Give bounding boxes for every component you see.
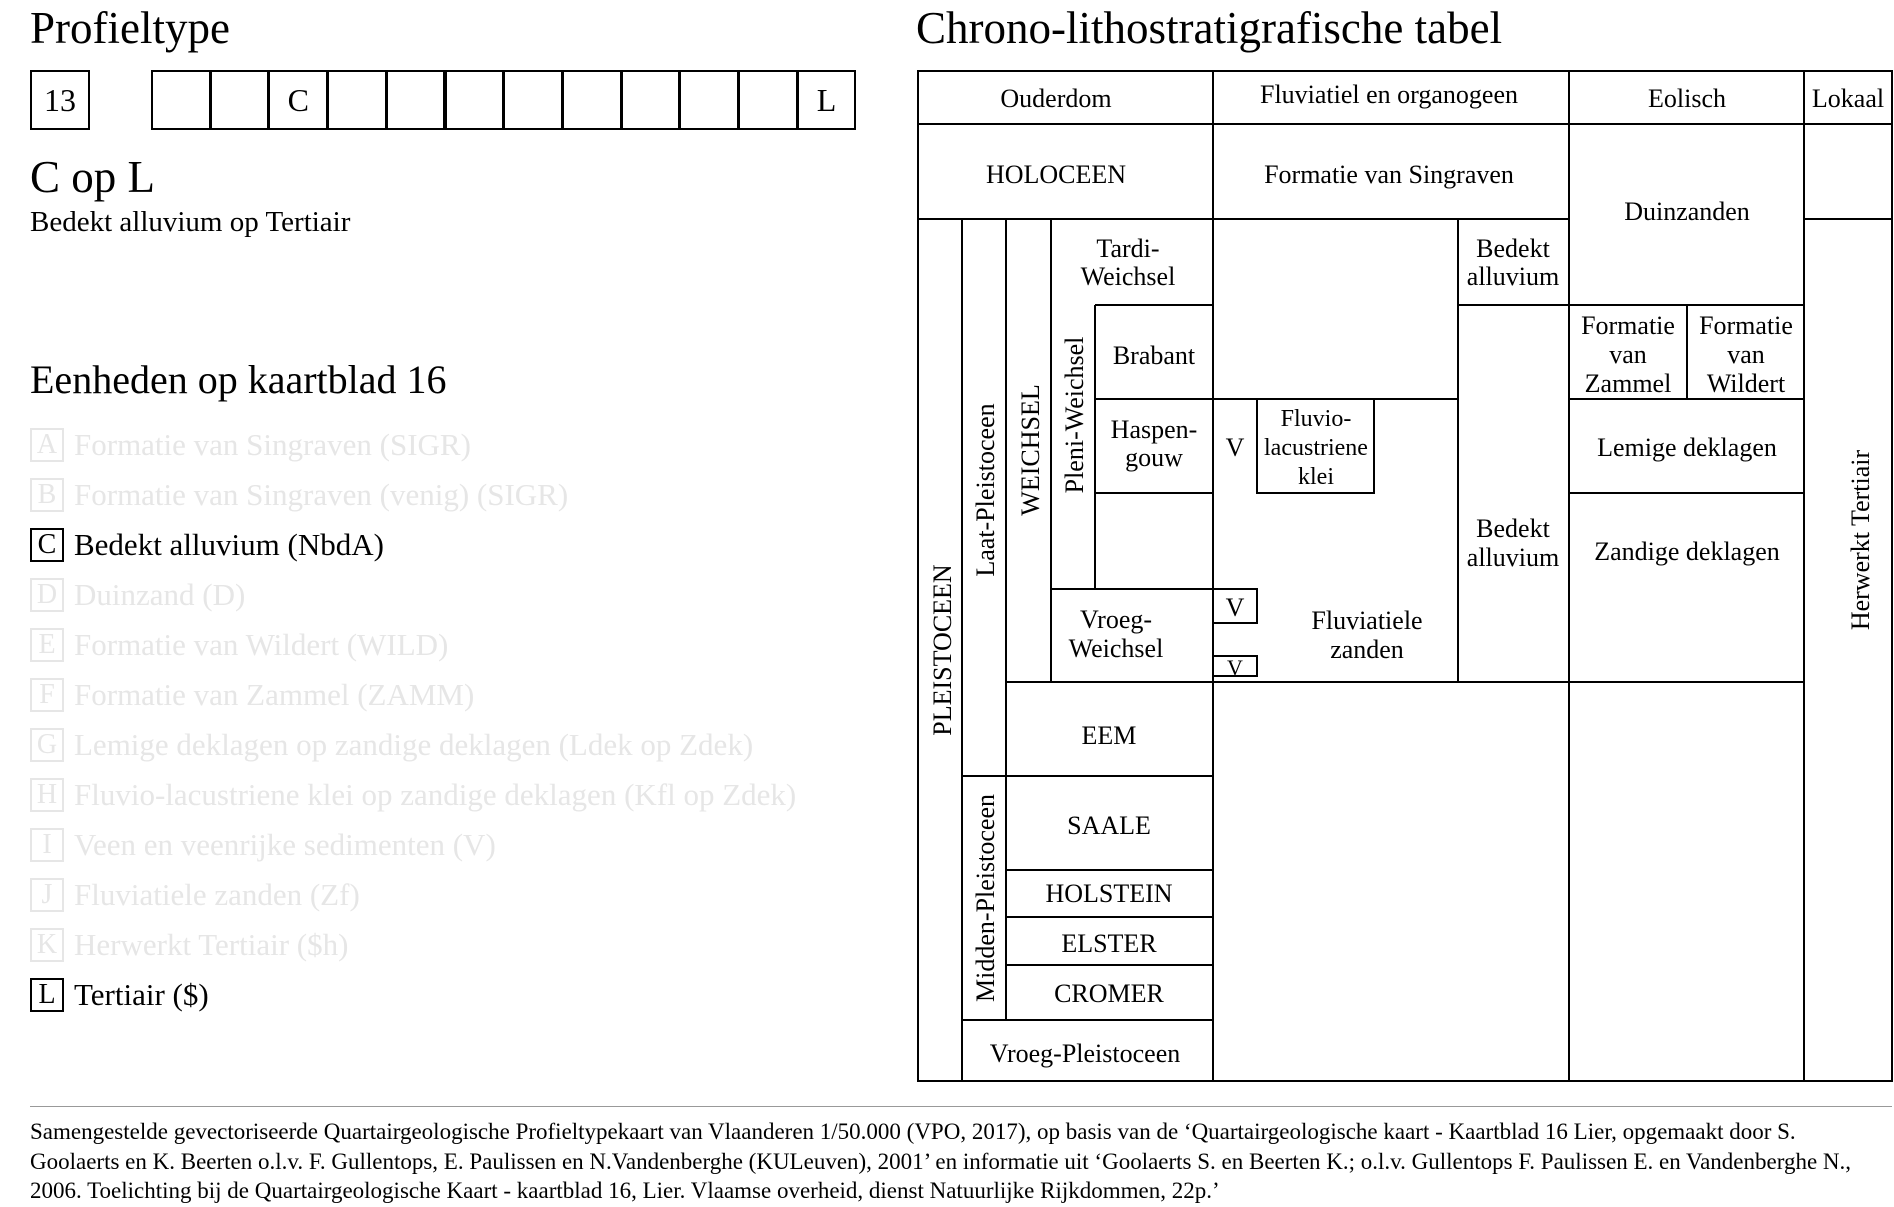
profile-slot: L bbox=[797, 70, 857, 130]
legend-letter-box: I bbox=[30, 828, 64, 862]
label-holstein: HOLSTEIN bbox=[1045, 879, 1173, 908]
label-tardi-2: Weichsel bbox=[1080, 262, 1176, 291]
label-bedekt-alluvium-lower-1: Bedekt bbox=[1476, 514, 1550, 543]
label-lemige: Lemige deklagen bbox=[1597, 433, 1777, 462]
label-holoceen: HOLOCEEN bbox=[985, 160, 1127, 189]
table-text bbox=[928, 80, 1884, 1068]
label-haspen-1: Haspen- bbox=[1110, 415, 1198, 444]
legend-label: Fluvio-lacustriene klei op zandige deklagen (Kfl op Zdek) bbox=[74, 777, 797, 812]
label-singraven: Formatie van Singraven bbox=[1264, 160, 1514, 189]
legend-letter-box: H bbox=[30, 778, 64, 812]
units-heading: Eenheden op kaartblad 16 bbox=[30, 357, 447, 402]
profile-subtitle: Bedekt alluvium op Tertiair bbox=[30, 206, 351, 238]
legend-label: Formatie van Zammel (ZAMM) bbox=[74, 677, 475, 712]
label-zammel-2: van bbox=[1609, 340, 1647, 369]
legend-letter-box: L bbox=[30, 978, 64, 1012]
label-eem: EEM bbox=[1081, 721, 1137, 750]
label-fluviatiele-1: Fluviatiele bbox=[1311, 606, 1423, 635]
label-bedekt-alluvium-upper-2: alluvium bbox=[1466, 262, 1560, 291]
label-pleistoceen: PLEISTOCEEN bbox=[928, 564, 957, 736]
header-fluviatiel: Fluviatiel en organogeen bbox=[1259, 80, 1519, 109]
label-zammel-1: Formatie bbox=[1581, 311, 1675, 340]
legend-letter-box: B bbox=[30, 478, 64, 512]
label-brabant: Brabant bbox=[1112, 341, 1196, 370]
profile-title: C op L bbox=[30, 152, 156, 202]
legend-letter-box: A bbox=[30, 428, 64, 462]
header-lokaal: Lokaal bbox=[1811, 84, 1885, 113]
label-haspen-2: gouw bbox=[1125, 443, 1183, 472]
label-vroeg-pleistoceen: Vroeg-Pleistoceen bbox=[989, 1039, 1181, 1068]
footer-divider bbox=[30, 1106, 1892, 1107]
table-heading: Chrono-lithostratigrafische tabel bbox=[916, 3, 1503, 53]
label-vroeg-weichsel-1: Vroeg- bbox=[1079, 605, 1153, 634]
legend-label: Lemige deklagen op zandige deklagen (Ldek op Zdek) bbox=[74, 727, 754, 762]
legend-letter-box: J bbox=[30, 878, 64, 912]
legend-letter-box: C bbox=[30, 528, 64, 562]
legend-letter-box: G bbox=[30, 728, 64, 762]
header-ouderdom: Ouderdom bbox=[1000, 84, 1112, 113]
label-v-vroeg-2: V bbox=[1227, 655, 1243, 680]
legend-label: Formatie van Singraven (SIGR) bbox=[74, 427, 471, 462]
legend-label: Veen en veenrijke sedimenten (V) bbox=[74, 827, 496, 862]
label-wildert-1: Formatie bbox=[1699, 311, 1793, 340]
profile-heading: Profieltype bbox=[30, 3, 230, 53]
label-vroeg-weichsel-2: Weichsel bbox=[1068, 634, 1164, 663]
label-zammel-3: Zammel bbox=[1584, 369, 1672, 398]
profile-code: 13 bbox=[44, 81, 76, 118]
label-tardi-1: Tardi- bbox=[1096, 234, 1160, 263]
profile-slot: C bbox=[268, 70, 328, 130]
legend-label: Duinzand (D) bbox=[74, 577, 246, 612]
legend-label: Tertiair ($) bbox=[74, 977, 209, 1012]
label-bedekt-alluvium-lower-2: alluvium bbox=[1466, 543, 1560, 572]
label-v-vroeg-1: V bbox=[1225, 593, 1245, 622]
legend-label: Herwerkt Tertiair ($h) bbox=[74, 927, 349, 962]
label-wildert-2: van bbox=[1727, 340, 1765, 369]
legend-label: Bedekt alluvium (NbdA) bbox=[74, 527, 384, 562]
label-fluvio-3: klei bbox=[1298, 464, 1334, 490]
label-cromer: CROMER bbox=[1054, 979, 1164, 1008]
legend-letter-box: E bbox=[30, 628, 64, 662]
label-fluviatiele-2: zanden bbox=[1330, 635, 1404, 664]
legend-letter-box: D bbox=[30, 578, 64, 612]
label-laat-pleistoceen: Laat-Pleistoceen bbox=[971, 403, 1000, 577]
legend-letter-box: K bbox=[30, 928, 64, 962]
label-fluvio-2: lacustriene bbox=[1264, 435, 1368, 461]
label-zandige: Zandige deklagen bbox=[1594, 537, 1780, 566]
label-pleni-weichsel: Pleni-Weichsel bbox=[1060, 336, 1089, 494]
label-midden-pleistoceen: Midden-Pleistoceen bbox=[971, 794, 1000, 1002]
legend-letter-box: F bbox=[30, 678, 64, 712]
legend-label: Formatie van Singraven (venig) (SIGR) bbox=[74, 477, 569, 512]
label-saale: SAALE bbox=[1067, 811, 1151, 840]
label-duinzanden: Duinzanden bbox=[1624, 197, 1750, 226]
label-elster: ELSTER bbox=[1061, 929, 1157, 958]
label-wildert-3: Wildert bbox=[1706, 369, 1786, 398]
legend-label: Formatie van Wildert (WILD) bbox=[74, 627, 449, 662]
label-weichsel: WEICHSEL bbox=[1016, 384, 1045, 516]
legend-label: Fluviatiele zanden (Zf) bbox=[74, 877, 360, 912]
label-bedekt-alluvium-upper-1: Bedekt bbox=[1476, 234, 1550, 263]
label-fluvio-1: Fluvio- bbox=[1280, 406, 1352, 432]
footer-citation: Samengestelde gevectoriseerde Quartairgeologische Profieltypekaart van Vlaanderen 1/50.000 (VPO, 2017), op basis van de ‘Quartairgeologische kaart - Kaartblad 16 Lier, opgemaakt door S. Goolaerts en K. Beerten o.l.v. F. Gullentops, E. Paulissen en N.Vandenberghe (KULeuven), 2001’ en informatie uit ‘Goolaerts S. en Beerten K.; o.l.v. Gullentops F. Paulissen E. en Vandenberghe N., 2006. Toelichting bij de Quartairgeologische Kaart - kaartblad 16, Lier. Vlaamse overheid, dienst Natuurlijke Rijkdommen, 22p.’ bbox=[30, 1119, 1852, 1203]
label-v-haspengouw: V bbox=[1225, 433, 1245, 462]
label-herwerkt-tertiair: Herwerkt Tertiair bbox=[1846, 449, 1875, 631]
header-eolisch: Eolisch bbox=[1648, 84, 1726, 113]
